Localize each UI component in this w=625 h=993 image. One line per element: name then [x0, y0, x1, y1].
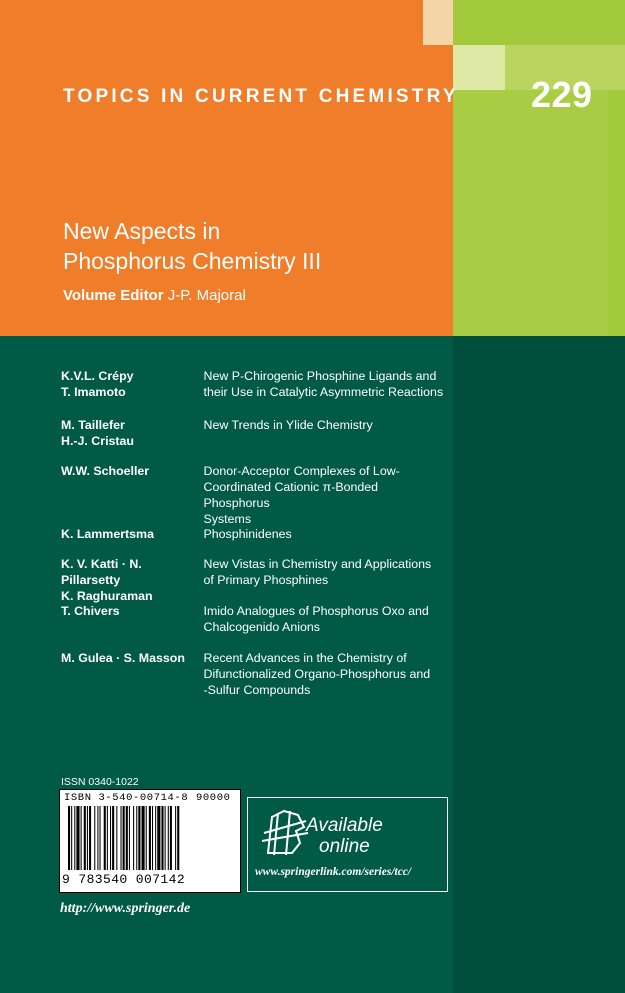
toc-title [204, 417, 446, 463]
ean-number: 9 783540 007142 [62, 872, 186, 887]
author-line: K. Lammertsma [61, 527, 154, 541]
toc-row [61, 556, 446, 603]
title-line: New Vistas in Chemistry and Applications [203, 557, 432, 571]
toc-row [61, 368, 446, 417]
toc-title [204, 463, 446, 526]
springerlink-url[interactable]: www.springerlink.com/series/tcc/ [255, 866, 412, 878]
toc-authors [61, 556, 204, 603]
isbn-text [64, 792, 231, 804]
title-line: Donor-Acceptor Complexes of Low- [203, 464, 400, 478]
book-title-line-2: Phosphorus Chemistry III [63, 248, 322, 274]
toc-authors [61, 603, 204, 650]
volume-editor-label: Volume Editor [63, 287, 164, 304]
title-line: Phosphinidenes [203, 527, 292, 541]
springer-chess-knight-icon [254, 803, 314, 859]
toc-row [61, 463, 446, 526]
toc-authors [61, 526, 204, 556]
title-line: New P-Chirogenic Phosphine Ligands and [203, 369, 437, 383]
toc-title [204, 556, 446, 603]
toc-authors [61, 463, 204, 526]
title-line: their Use in Catalytic Asymmetric Reactions [203, 385, 444, 399]
title-line: Imido Analogues of Phosphorus Oxo and [203, 604, 429, 618]
available-text: Available [306, 815, 383, 836]
toc-authors [61, 650, 204, 700]
springer-url[interactable]: http://www.springer.de [60, 901, 191, 916]
title-line: Chalcogenido Anions [203, 620, 320, 634]
author-line: K. V. Katti · N. Pillarsetty [61, 557, 142, 587]
author-line: M. Taillefer [61, 418, 125, 432]
title-line: Systems [203, 512, 252, 526]
volume-editor [63, 287, 246, 304]
toc-row [61, 526, 446, 556]
dark-green-side-block [453, 336, 625, 993]
title-line: Coordinated Cationic π-Bonded Phosphorus [203, 480, 379, 510]
series-title: TOPICS IN CURRENT CHEMISTRY [63, 86, 459, 107]
volume-editor-name: J-P. Majoral [167, 287, 246, 304]
toc-title [204, 650, 446, 700]
book-title-line-1: New Aspects in [63, 218, 221, 244]
title-line: of Primary Phosphines [203, 573, 329, 587]
author-line: T. Chivers [61, 604, 120, 618]
isbn-line: ISBN 3-540-00714-8 [64, 792, 189, 804]
toc-authors [61, 368, 204, 417]
book-title [63, 216, 321, 276]
price-code: 90000 [196, 792, 231, 804]
orange-header-block [0, 0, 453, 336]
author-line: H.-J. Cristau [61, 434, 134, 448]
table-of-contents [61, 368, 446, 700]
volume-number: 229 [531, 74, 593, 115]
toc-row [61, 603, 446, 650]
decor-square-pale-orange [423, 0, 453, 45]
title-line: Recent Advances in the Chemistry of [203, 651, 407, 665]
toc-authors [61, 417, 204, 463]
barcode-label [59, 789, 241, 893]
decor-stripe-lime [453, 90, 608, 336]
available-online-box[interactable] [247, 797, 448, 892]
author-line: T. Imamoto [61, 385, 126, 399]
toc-title [204, 368, 446, 417]
online-text: online [319, 836, 370, 857]
author-line: W.W. Schoeller [61, 464, 150, 478]
title-line: -Sulfur Compounds [203, 683, 311, 697]
toc-title [204, 603, 446, 650]
title-line: Difunctionalized Organo-Phosphorus and [203, 667, 431, 681]
title-line: New Trends in Ylide Chemistry [203, 418, 373, 432]
toc-row [61, 650, 446, 700]
author-line: M. Gulea · S. Masson [61, 651, 185, 665]
barcode-icon [68, 806, 236, 870]
toc-title [204, 526, 446, 556]
author-line: K. Raghuraman [61, 589, 153, 603]
author-line: K.V.L. Crépy [61, 369, 134, 383]
toc-row [61, 417, 446, 463]
decor-square-pale-lime [453, 45, 505, 90]
issn-number: ISSN 0340-1022 [61, 776, 139, 788]
